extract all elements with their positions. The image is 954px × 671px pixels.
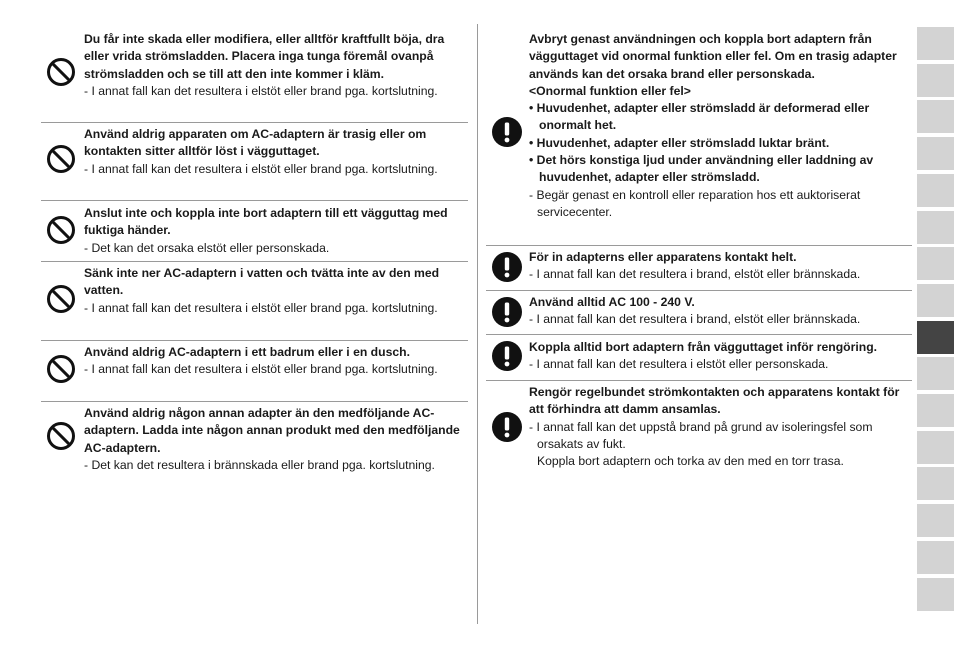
side-tab (917, 394, 954, 427)
mandatory-text: För in adapterns eller apparatens kontakt helt. (529, 250, 797, 264)
side-tab (917, 174, 954, 207)
warning-text: Du får inte skada eller modifiera, eller alltför kraftfullt böja, dra eller vrida strömsladden. Placera inga tunga föremål ovanpå strömsladden och se till att den inte kommer i kläm. (84, 32, 445, 81)
warning-entry (41, 200, 468, 261)
divider (41, 401, 468, 402)
mandatory-entry (486, 380, 912, 480)
side-tab (917, 578, 954, 611)
warning-detail: - Det kan det resultera i brännskada eller brand pga. kortslutning. (84, 457, 435, 472)
mandatory-text: Avbryt genast användningen och koppla bort adaptern från vägguttaget vid onormal funktion eller fel. Om en trasig adapter används kan det orsaka brand eller personskada. (529, 32, 897, 81)
prohibited-icon (46, 57, 76, 87)
side-tab (917, 431, 954, 464)
mandatory-text: Koppla alltid bort adaptern från vägguttaget inför rengöring. (529, 340, 878, 354)
mandatory-icon (492, 117, 522, 147)
side-tab (917, 137, 954, 170)
list-item: • Det hörs konstiga ljud under användning eller laddning av huvudenhet, adapter eller strömsladd. (529, 153, 874, 185)
side-tab (917, 284, 954, 317)
side-tab (917, 27, 954, 60)
prohibited-icon (46, 215, 76, 245)
side-tab-active (917, 321, 954, 354)
mandatory-entry (486, 28, 912, 245)
divider (486, 334, 912, 335)
mandatory-icon (492, 297, 522, 327)
list-item: • Huvudenhet, adapter eller strömsladd är deformerad eller onormalt het. (529, 101, 870, 133)
divider (41, 122, 468, 123)
side-tab (917, 467, 954, 500)
mandatory-entry (486, 245, 912, 290)
warning-detail: - Det kan det orsaka elstöt eller personskada. (84, 240, 330, 255)
divider (41, 200, 468, 201)
warning-text: Använd aldrig AC-adaptern i ett badrum eller i en dusch. (84, 345, 410, 359)
mandatory-detail: - I annat fall kan det resultera i brand, elstöt eller brännskada. (529, 267, 861, 282)
warning-entry (41, 28, 468, 122)
side-tab (917, 504, 954, 537)
warning-detail: - I annat fall kan det resultera i elstöt eller brand pga. kortslutning. (84, 161, 438, 176)
warning-text: Anslut inte och koppla inte bort adaptern till ett vägguttag med fuktiga händer. (84, 206, 448, 238)
warning-text: Använd aldrig apparaten om AC-adaptern är trasig eller om kontakten sitter alltför löst i vägguttaget. (84, 127, 427, 159)
divider (486, 290, 912, 291)
warning-text: Använd aldrig någon annan adapter än den medföljande AC-adaptern. Ladda inte någon annan produkt med den medföljande AC-adaptern. (84, 406, 460, 455)
warning-entry (41, 401, 468, 481)
warning-entry (41, 261, 468, 340)
warning-detail: - I annat fall kan det resultera i elstöt eller brand pga. kortslutning. (84, 83, 438, 98)
prohibited-icon (46, 284, 76, 314)
column-divider (477, 24, 478, 624)
side-tab (917, 247, 954, 280)
mandatory-detail: - I annat fall kan det resultera i brand, elstöt eller brännskada. (529, 312, 861, 327)
side-tab (917, 64, 954, 97)
prohibited-icon (46, 421, 76, 451)
warning-text: Sänk inte ner AC-adaptern i vatten och tvätta inte av den med vatten. (84, 266, 440, 298)
side-tab (917, 211, 954, 244)
prohibited-icon (46, 354, 76, 384)
warning-detail: - I annat fall kan det resultera i elstöt eller brand pga. kortslutning. (84, 362, 438, 377)
prohibited-icon (46, 144, 76, 174)
mandatory-detail: - I annat fall kan det uppstå brand på grund av isoleringsfel som orsakats av fukt. (529, 419, 873, 451)
list-item: • Huvudenhet, adapter eller strömsladd luktar bränt. (529, 135, 830, 150)
divider (486, 380, 912, 381)
divider (486, 245, 912, 246)
mandatory-text: Använd alltid AC 100 - 240 V. (529, 295, 695, 309)
side-tab (917, 541, 954, 574)
warning-entry (41, 340, 468, 401)
mandatory-icon (492, 252, 522, 282)
mandatory-icon (492, 412, 522, 442)
mandatory-detail: - I annat fall kan det resultera i elstöt eller personskada. (529, 357, 829, 372)
warning-entry (41, 122, 468, 200)
mandatory-detail-extra: Koppla bort adaptern och torka av den med en torr trasa. (537, 454, 844, 469)
mandatory-detail: - Begär genast en kontroll eller reparation hos ett auktoriserat servicecenter. (529, 187, 861, 219)
mandatory-entry (486, 290, 912, 334)
mandatory-icon (492, 341, 522, 371)
warning-detail: - I annat fall kan det resultera i elstöt eller brand pga. kortslutning. (84, 300, 438, 315)
divider (41, 261, 468, 262)
side-tab (917, 100, 954, 133)
mandatory-entry (486, 334, 912, 380)
mandatory-text: Rengör regelbundet strömkontakten och apparatens kontakt för att förhindra att damm ansamlas. (529, 385, 900, 417)
side-tab (917, 357, 954, 390)
divider (41, 340, 468, 341)
section-subheading: <Onormal funktion eller fel> (529, 83, 691, 98)
